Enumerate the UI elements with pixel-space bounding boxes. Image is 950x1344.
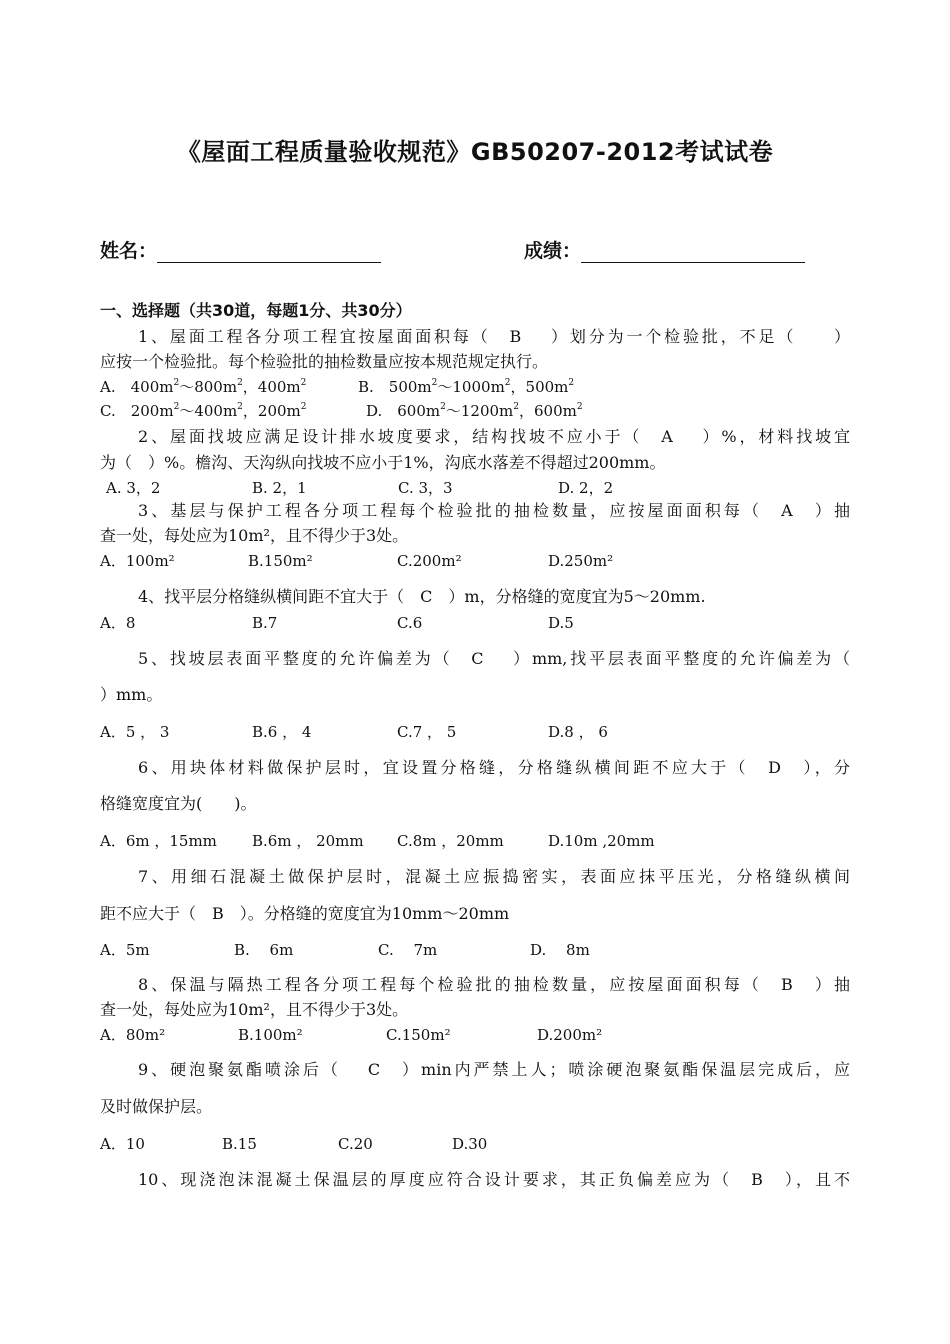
question-2-line-1: 2、屋面找坡应满足设计排水坡度要求，结构找坡不应小于（ A ）%，材料找坡宜 [138,427,850,446]
score-field [524,236,805,263]
question-2-line-2: 为（ ）%。檐沟、天沟纵向找坡不应小于1%，沟底水落差不得超过200mm。 [100,453,666,472]
question-8-option-d: D.200m² [537,1026,603,1044]
question-7-line-1: 7、用细石混凝土做保护层时，混凝土应振捣密实，表面应抹平压光，分格缝纵横间 [138,867,850,886]
question-2-option-c: C. 3，3 [398,479,453,497]
score-blank [581,238,805,263]
question-3-option-d: D.250m² [548,552,614,570]
question-9-line-2: 及时做保护层。 [100,1097,213,1116]
question-2-option-d: D. 2，2 [558,479,614,497]
question-4-option-a: A．8 [100,614,136,632]
question-2-option-a: A. 3，2 [106,479,161,497]
question-3-line-1: 3、基层与保护工程各分项工程每个检验批的抽检数量，应按屋面面积每（ A ）抽 [138,501,850,520]
question-2-option-b: B. 2，1 [252,479,307,497]
question-3-line-2: 查一处，每处应为10m²，且不得少于3处。 [100,526,409,545]
question-9-line-1: 9、硬泡聚氨酯喷涂后（ C ）min内严禁上人；喷涂硬泡聚氨酯保温层完成后，应 [138,1060,850,1079]
question-1-option-d: D. $600m^2\sim 1200m^2$，$600m^2$ [366,402,583,420]
name-field [100,236,381,263]
question-10-line-1: 10、现浇泡沫混凝土保温层的厚度应符合设计要求，其正负偏差应为（ B ），且不 [138,1170,850,1189]
question-4-option-d: D.5 [548,614,574,632]
question-5-option-b: B.6 ， 4 [252,723,312,741]
question-5-option-d: D.8 ， 6 [548,723,608,741]
question-9-option-d: D.30 [452,1135,488,1153]
question-6-line-1: 6、用块体材料做保护层时，宜设置分格缝，分格缝纵横间距不应大于（ D ），分 [138,758,850,777]
question-4-option-b: B.7 [252,614,278,632]
question-7-option-b: B. 6m [234,941,294,959]
section-heading: 一、选择题（共30道，每题1分、共30分） [100,301,412,320]
question-1-option-b: B. $500m^2\sim 1000m^2$，$500m^2$ [358,378,575,396]
question-4-option-c: C.6 [397,614,423,632]
name-blank [157,238,381,263]
question-8-option-c: C.150m² [386,1026,451,1044]
question-7-option-d: D. 8m [530,941,590,959]
question-7-line-2: 距不应大于（ B ）。分格缝的宽度宜为10mm～20mm [100,904,510,923]
question-9-option-a: A．10 [100,1135,145,1153]
question-3-option-c: C.200m² [397,552,462,570]
question-1-line-1: 1、屋面工程各分项工程宜按屋面面积每（ B ）划分为一个检验批，不足（ ） [138,327,850,346]
question-1-option-a: A. $400m^2\sim 800m^2$，$400m^2$ [100,378,307,396]
question-4-line-1: 4、找平层分格缝纵横间距不宜大于（ C ）m，分格缝的宽度宜为5～20mm. [138,587,706,606]
question-5-line-1: 5、找坡层表面平整度的允许偏差为（ C ）mm,找平层表面平整度的允许偏差为（ [138,649,850,668]
name-label: 姓名： [100,240,158,262]
question-6-option-d: D.10m ,20mm [548,832,655,850]
question-1-option-c: C. $200m^2\sim 400m^2$，$200m^2$ [100,402,307,420]
page-title: 《屋面工程质量验收规范》GB50207-2012考试试卷 [176,138,774,166]
question-9-option-c: C.20 [338,1135,373,1153]
question-5-line-2: ）mm。 [100,685,163,704]
question-6-option-b: B.6m ， 20mm [252,832,364,850]
score-label: 成绩： [524,240,582,262]
question-3-option-b: B.150m² [248,552,313,570]
question-1-line-2: 应按一个检验批。每个检验批的抽检数量应按本规范规定执行。 [100,352,549,371]
question-7-option-a: A．5m [100,941,150,959]
question-6-option-a: A．6m ，15mm [100,832,217,850]
question-8-option-a: A．80m² [100,1026,166,1044]
question-6-line-2: 格缝宽度宜为( )。 [100,794,257,813]
question-3-option-a: A．100m² [100,552,175,570]
question-8-option-b: B.100m² [238,1026,303,1044]
question-5-option-a: A．5 ， 3 [100,723,170,741]
question-5-option-c: C.7 ， 5 [397,723,457,741]
question-9-option-b: B.15 [222,1135,257,1153]
question-8-line-2: 查一处，每处应为10m²，且不得少于3处。 [100,1000,409,1019]
question-8-line-1: 8、保温与隔热工程各分项工程每个检验批的抽检数量，应按屋面面积每（ B ）抽 [138,975,850,994]
question-6-option-c: C.8m ，20mm [397,832,504,850]
question-7-option-c: C. 7m [378,941,438,959]
